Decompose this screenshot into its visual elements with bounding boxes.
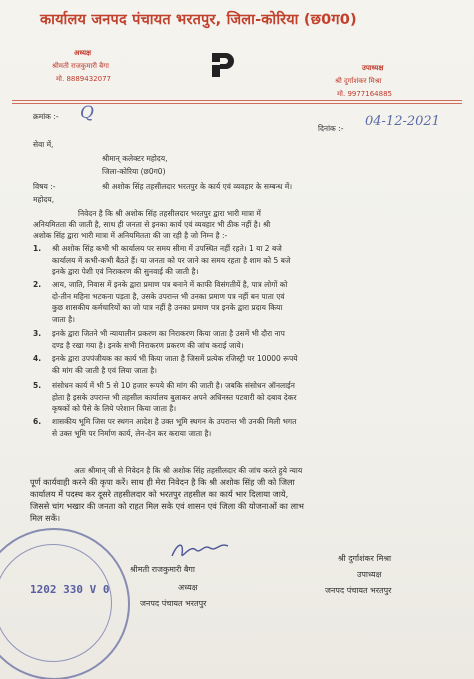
date-label: दिनांक :- [318,124,344,133]
left-sign-org: जनपद पंचायत भरतपुर [140,599,207,608]
left-role: अध्यक्ष [74,49,92,57]
point-text-line: कृषकों को पैसे के लिये परेशान किया जाता है। [52,404,177,414]
stamp-number: 1202 330 V 0 [30,583,110,596]
point-number: 5. [33,381,42,390]
point-text-line: कार्यालय में कभी-कभी बैठते हैं। या जनता को पर जाने का समय रहता है शाम को 5 बजे [52,255,291,265]
left-sign-name: श्रीमती राजकुमारी बैगा [130,565,196,574]
point-text-line: आय, जाति, निवास में इनके द्वारा प्रमाण पत्र बनाने में काफी विसंगतीयें है, पात्र लोगों को [52,280,288,289]
point-text-line: दण्ड है रखा गया है। इनके सभी निराकरण प्रकरण की जांच कराई जाये। [52,340,244,350]
left-sign-role: अध्यक्ष [178,583,198,592]
closing-line: जिससे चांग भखार की जनता को राहत मिल सके एवं शासन एवं जिला की योजनाओं का लाभ [30,501,304,511]
kramank-value: Q [80,103,94,123]
right-sign-role: उपाध्यक्ष [357,570,382,579]
left-mobile: मो. 8889432077 [56,75,111,83]
right-sign-name: श्री दुर्गाशंकर मिश्रा [338,554,392,563]
header-divider [12,100,462,101]
party-logo-icon [206,50,236,80]
address-prefix: सेवा में, [33,140,54,149]
left-signature-scribble [168,536,238,564]
point-text-line: शासकीय भूमि जिस पर स्थगन आदेश है उक्त भूमि स्थगन के उपरान्त भी उनकी मिली भगत [52,417,297,426]
subject-text: श्री अशोक सिंह तहसीलदार भरतपुर के कार्य एवं व्यवहार के सम्बन्ध में। [102,182,293,191]
subject-label: विषय :- [33,182,56,191]
right-sign-org: जनपद पंचायत भरतपुर [325,586,392,595]
address-line-2: जिला-कोरिया (छ0ग0) [102,167,166,176]
closing-line: कार्यालय में पदस्थ कर दूसरे तहसीलदार को भरतपुर तहसील का कार्य भार दिलाया जाये, [30,489,289,499]
point-number: 4. [33,354,42,363]
point-number: 2. [33,280,42,289]
right-role: उपाध्यक्ष [362,64,384,72]
point-number: 6. [33,417,42,426]
point-text-line: जाता है। [52,314,75,324]
right-mobile: मो. 9977164885 [337,90,392,98]
point-text-line: इनके द्वारा जितने भी न्यायालीन प्रकरण का निराकरण किया जाता है उसमें भी दौरा नाप [52,329,285,338]
point-text-line: दो-तीन महिना भटकना पड़ता है, उसके उपरान्त भी उनका प्रमाण पत्र नहीं बन पाता एवं [52,291,285,301]
point-text-line: से उक्त भूमि पर निर्माण कार्य, लेन-देन कर कराया जाता है। [52,428,212,438]
greeting: महोदय, [33,195,55,204]
closing-line: अतः श्रीमान् जी से निवेदन है कि श्री अशोक सिंह तहसीलदार की जांच करते हुये न्याय [74,466,303,475]
office-seal-stamp [0,528,130,679]
intro-line: अशोक सिंह द्वारा भारी मात्रा में अनियमितता की जा रही है जो निम्न है :- [33,231,228,240]
kramank-label: क्रमांक :- [33,112,59,121]
intro-line: अनियमितता की जाती है, साथ ही जनता से इनका कार्य एवं व्यवहार भी ठीक नहीं है। श्री [33,220,271,229]
address-line-1: श्रीमान् कलेक्टर महोदय, [102,154,168,163]
left-name: श्रीमती राजकुमारी बैगा [52,62,109,70]
point-number: 3. [33,329,42,338]
letterhead-title: कार्यालय जनपद पंचायत भरतपुर, जिला-कोरिया (छ0ग0) [40,12,357,28]
point-text-line: होता है इसके उपरान्त भी तहसील कार्यालय बुलाकर अपने अधिनस्त पटवारी को दबाव देकर [52,392,297,402]
point-text-line: इनके द्वारा पेशी एवं निराकरण की सुनवाई की जाती है। [52,267,199,277]
point-text-line: श्री अशोक सिंह कभी भी कार्यालय पर समय सीमा में उपस्थित नहीं रहते। 1 या 2 बजे [52,244,282,253]
point-number: 1. [33,244,42,253]
point-text-line: इनके द्वारा उपपंजीयक का कार्य भी किया जाता है जिसमें प्रत्येक रजिस्ट्री पर 10000 रूपये [52,354,298,363]
right-name: श्री दुर्गाशंकर मिश्रा [335,77,382,85]
intro-line: निवेदन है कि श्री अशोक सिंह तहसीलदार भरतपुर द्वारा भारी मात्रा में [78,209,261,218]
point-text-line: संसोधन कार्य में भी 5 से 10 हजार रूपये की मांग की जाती है। जबकि संसोधन ऑनलाईन [52,381,295,390]
point-text-line: कुछ शासकीय कर्मचारियों का जो पात्र नहीं है उनका प्रमाण पत्र इनके द्वारा प्रदाय किया [52,303,283,313]
point-text-line: की मांग की जाती है एवं लिया जाता है। [52,365,158,375]
date-value: 04-12-2021 [365,114,440,129]
closing-line: पूर्ण कार्यवाही करने की कृपा करें। साथ ही मेरा निवेदन है कि श्री अशोक सिंह जी को जिला [30,477,295,487]
closing-line: मिल सकें। [30,513,61,523]
